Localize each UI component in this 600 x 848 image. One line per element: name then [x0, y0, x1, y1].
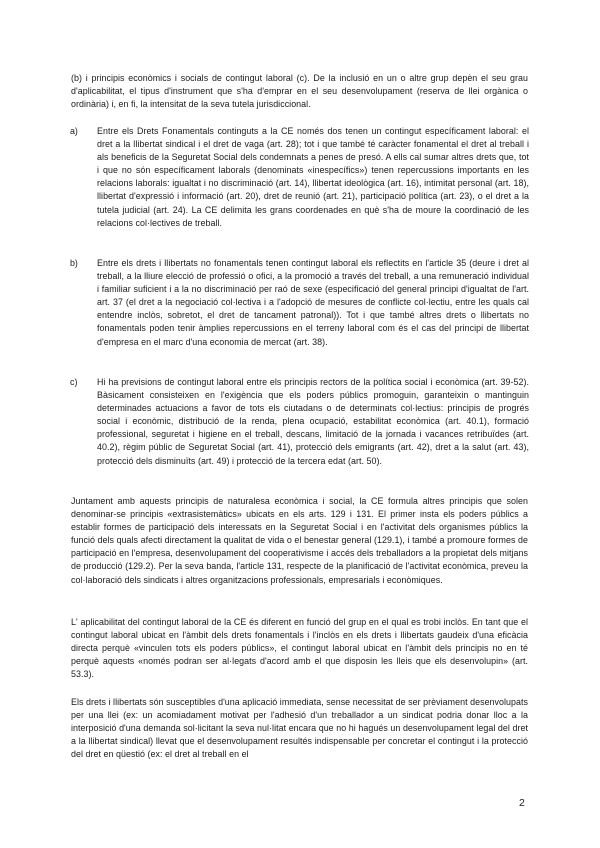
list-marker: c): [70, 377, 78, 387]
body-paragraph-2: Juntament amb aquests principis de naturalesa econòmica i social, la CE formula altres principis que solen denominar-se principis «extrasistemàtics» ubicats en els arts. 129 i 131. El primer insta els poders públics a establir formes de participació dels interessats en la Seguretat Social i en l'activitat dels organismes públics la funció dels quals afecti directament la qualitat de vida o el benestar general (129.1), i també a promoure formes de participació en l'empresa, desenvolupament del cooperativisme i accés dels treballadors a la propietat dels mitjans de producció (129.2). Per la seva banda, l'article 131, respecte de la planificació de l'activitat econòmica, preveu la col·laboració dels sindicats i altres organitzacions professionals, empresarials i econòmiques.: [71, 496, 528, 585]
list-marker: a): [70, 126, 78, 136]
list-marker: b): [70, 258, 78, 268]
body-paragraph-3: L' aplicabilitat del contingut laboral de la CE és diferent en funció del grup en el qual es trobi inclòs. En tant que el contingut laboral ubicat en l'àmbit dels drets fonamentals i l'inclòs en els drets i llibertats gaudeix d'una eficàcia directa perquè «vinculen tots els poders públics», el contingut laboral ubicat en l'àmbit dels principis no en té perquè aquests «només podran ser al·legats d'acord amb el que disposin les lleis que els desenvolupin» (art. 53.3).: [71, 617, 528, 680]
body-paragraph-4: Els drets i llibertats són susceptibles d'una aplicació immediata, sense necessitat de ser prèviament desenvolupats per una llei (ex: un acomiadament motivat per l'adhesió d'un treballador a un sindicat podria donar lloc a la interposició d'una demanda sol·licitant la seva nul·litat encara que no hi hagués un desenvolupament legal del dret a la llibertat sindical) llevat que el desenvolupament resultés indispensable per concretar el contingut i la protecció del dret en qüestió (ex: el dret al treball en el: [71, 697, 528, 760]
page-number: 2: [519, 797, 525, 809]
list-item-text: Hi ha previsions de contingut laboral entre els principis rectors de la política social i econòmica (art. 39-52). Bàsicament consisteixen en l'exigència que els poders públics promoguin, garanteixin o mantinguin determinades actuacions a favor de tots els ciutadans o de determinats col·lectius: principis de progrés social i econòmic, distribució de la renda, plena ocupació, estabilitat econòmica (art. 40.1), formació professional, seguretat i higiene en el treball, descans, limitació de la jornada i vacances retribuïdes (art. 40.2), règim públic de Seguretat Social (art. 41), protecció dels emigrants (art. 42), dret a la salut (art. 43), protecció dels disminuïts (art. 49) i protecció de la tercera edat (art. 50).: [97, 377, 529, 466]
list-item-a: [70, 125, 529, 230]
list-item-c: [70, 376, 529, 468]
list-item-text: Entre els drets i llibertats no fonamentals tenen contingut laboral els reflectits en l'article 35 (deure i dret al treball, a la lliure elecció de professió o ofici, a la promoció a través del treball, a una remuneració individual i familiar suficient i a la no discriminació per raó de sexe (especificació del general principi d'igualtat de l'art. art. 37 (el dret a la negociació col·lectiva i a l'adopció de mesures de conflicte col·lectiu, entre les quals cal entendre inclòs, sobretot, el dret de tancament patronal)). Tot i que també altres drets o llibertats no fonamentals poden tenir àmplies repercussions en el terreny laboral com és el cas del principi de llibertat d'empresa en el marc d'una economia de mercat (art. 38).: [97, 258, 529, 347]
intro-paragraph: (b) i principis econòmics i socials de contingut laboral (c). De la inclusió en un o altre grup depèn el seu grau d'aplicabilitat, el tipus d'instrument que s'ha d'emprar en el seu desenvolupament (reserva de llei orgànica o ordinària) i, en fi, la intensitat de la seva tutela jurisdiccional.: [71, 73, 528, 110]
list-item-text: Entre els Drets Fonamentals continguts a la CE només dos tenen un contingut específicament laboral: el dret a la llibertat sindical i el dret de vaga (art. 28); tot i que també té caràcter fonamental el dret al treball i als beneficis de la Seguretat Social dels condemnats a penes de presó. A ells cal sumar altres drets que, tot i que no són específicament laborals (denominats «inespecífics») tenen repercussions importants en les relacions laborals: igualtat i no discriminació (art. 14), llibertat ideològica (art. 16), intimitat personal (art. 18), llibertat d'expressió i informació (art. 20), dret de reunió (art. 21), participació política (art. 23), o el dret a la tutela judicial (art. 24). La CE delimita les grans coordenades en què s'ha de moure la coordinació de les relacions col·lectives de treball.: [97, 126, 529, 228]
list-item-b: [70, 257, 529, 349]
